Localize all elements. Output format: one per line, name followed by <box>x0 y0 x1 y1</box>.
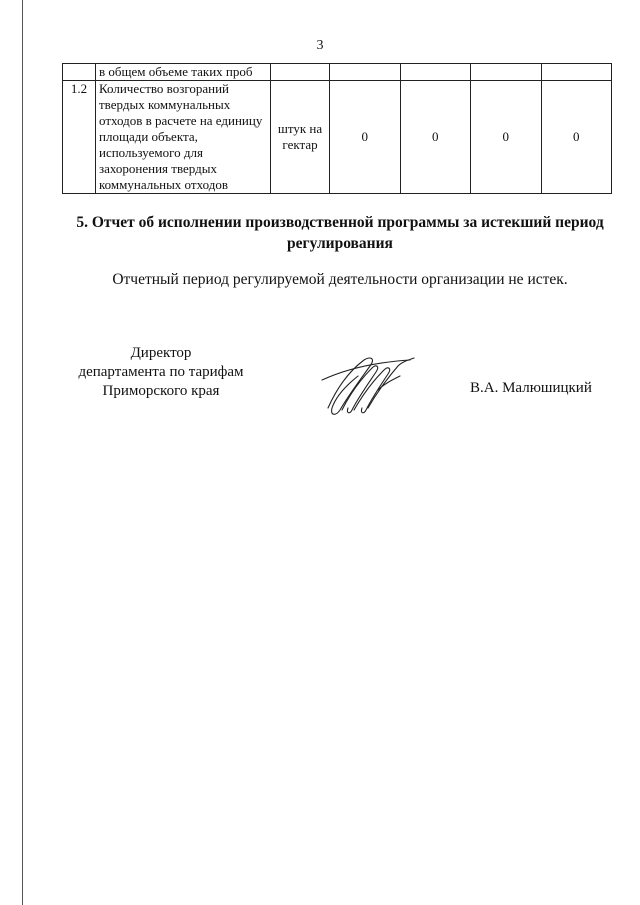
row-number <box>63 64 96 81</box>
table-row <box>63 81 612 194</box>
indicator-name-line: отходов в расчете на единицу <box>99 113 263 128</box>
page-edge <box>22 0 23 905</box>
unit-cell <box>271 81 330 194</box>
signatory-name: В.А. Малюшицкий <box>470 380 592 396</box>
value-cell: 0 <box>330 81 401 194</box>
indicator-name: в общем объеме таких проб <box>96 64 271 81</box>
indicator-name-line: Количество возгораний <box>99 81 230 96</box>
unit-cell <box>271 64 330 81</box>
role-line: Приморского края <box>102 383 220 399</box>
page-number: 3 <box>316 38 324 53</box>
value-cell <box>400 64 471 81</box>
section-title-line: 5. Отчет об исполнении производственной программы за истекший период <box>76 214 604 231</box>
value-cell: 0 <box>400 81 471 194</box>
section-title <box>60 212 620 254</box>
value-cell <box>330 64 401 81</box>
indicator-name-line: используемого для <box>99 145 203 160</box>
unit-line: гектар <box>282 137 318 152</box>
indicators-table <box>62 63 612 194</box>
value-cell <box>541 64 612 81</box>
indicator-name <box>96 81 271 194</box>
role-line: департамента по тарифам <box>78 364 244 380</box>
value-cell: 0 <box>541 81 612 194</box>
value-cell: 0 <box>471 81 542 194</box>
section-title-line: регулирования <box>287 235 393 252</box>
unit-line: штук на <box>277 121 323 136</box>
period-statement: Отчетный период регулируемой деятельности организации не истек. <box>112 271 568 288</box>
indicator-name-line: захоронения твердых <box>99 161 217 176</box>
table-row <box>63 64 612 81</box>
indicator-name-line: твердых коммунальных <box>99 97 231 112</box>
role-line: Директор <box>130 345 192 361</box>
signatory-role <box>66 344 256 401</box>
indicator-name-line: коммунальных отходов <box>99 177 228 192</box>
value-cell <box>471 64 542 81</box>
handwritten-signature <box>318 350 418 420</box>
row-number: 1.2 <box>63 81 96 194</box>
indicator-name-line: площади объекта, <box>99 129 198 144</box>
